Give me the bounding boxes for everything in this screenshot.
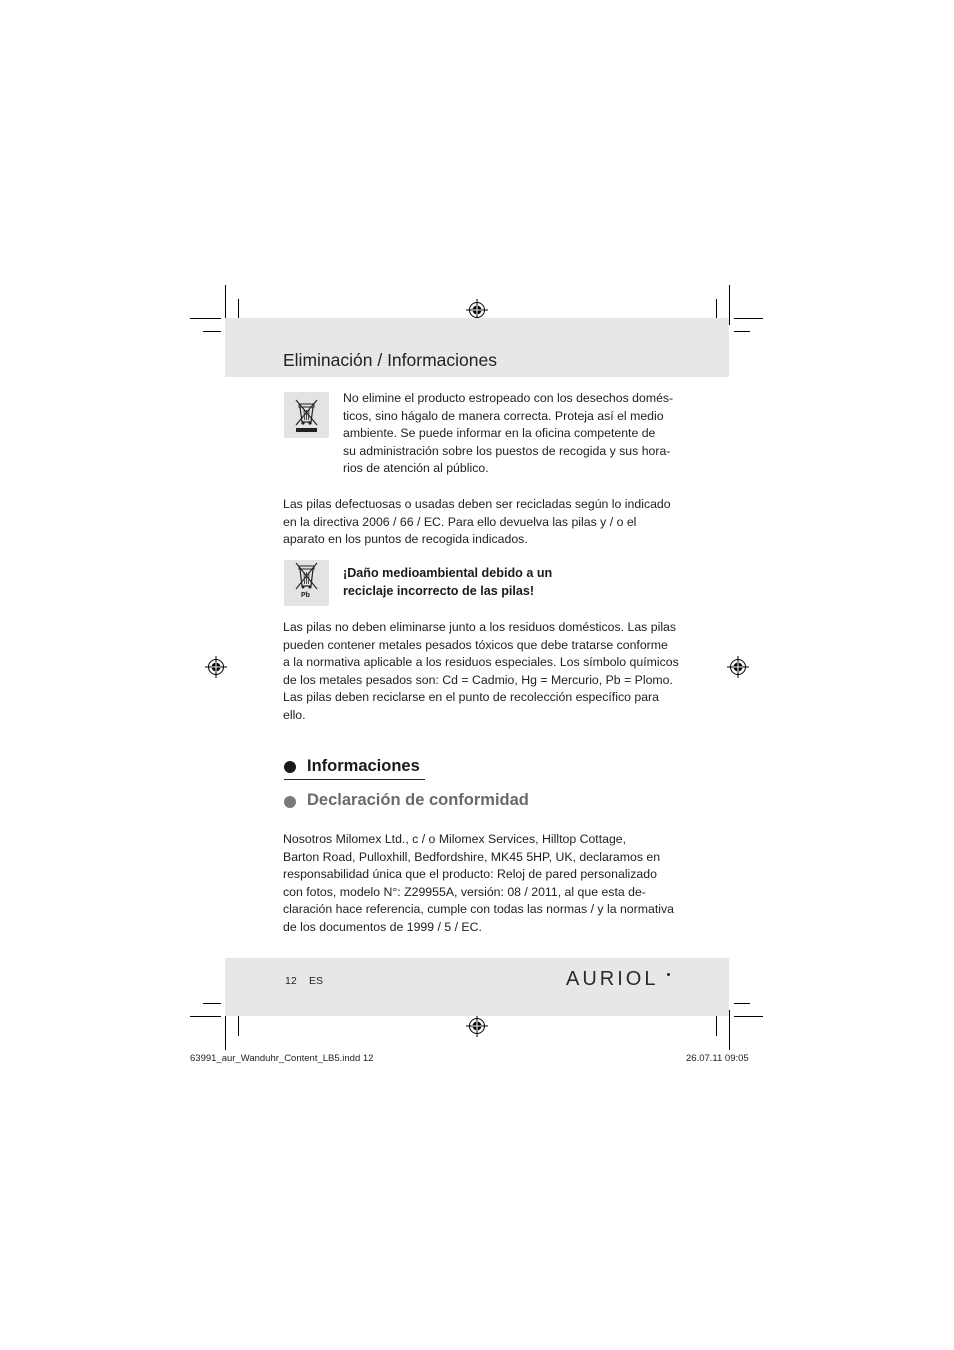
conformity-heading: Declaración de conformidad <box>307 791 529 809</box>
language-code: ES <box>309 975 324 987</box>
logo-dot <box>667 973 670 976</box>
text-line: responsabilidad única que el producto: Reloj de pared personalizado <box>283 867 657 882</box>
text-line: de los documentos de 1999 / 5 / EC. <box>283 919 482 934</box>
text-line: Las pilas no deben eliminarse junto a los residuos domésticos. Las pilas <box>283 620 677 634</box>
registration-mark-icon <box>205 656 227 678</box>
crossed-out-battery-bin-icon <box>284 560 329 606</box>
crop-mark <box>203 331 221 332</box>
crop-mark <box>734 1016 763 1017</box>
battery-pb-label: Pb <box>301 592 310 599</box>
text-line: ticos, sino hágalo de manera correcta. Proteja así el medio <box>343 408 664 423</box>
disposal-paragraph <box>343 390 683 478</box>
text-line: ambiente. Se puede informar en la oficina competente de <box>343 426 656 441</box>
text-line: ello. <box>283 707 306 722</box>
battery-symbol-box <box>284 560 329 606</box>
text-line: claración hace referencia, cumple con todas las normas / y la normativa <box>283 902 674 917</box>
crop-mark <box>734 331 750 332</box>
crop-mark <box>203 1003 221 1004</box>
crop-mark <box>190 318 221 319</box>
registration-mark-icon <box>466 1015 488 1037</box>
slug-filename: 63991_aur_Wanduhr_Content_LB5.indd 12 <box>190 1053 374 1064</box>
crop-mark <box>225 1010 226 1050</box>
text-line: No elimine el producto estropeado con los desechos domés- <box>343 391 674 405</box>
bullet-dark <box>284 761 296 773</box>
text-line: su administración sobre los puestos de recogida y sus hora- <box>343 443 671 458</box>
heavy-metals-paragraph <box>283 619 683 725</box>
text-line: Las pilas defectuosas o usadas deben ser recicladas según lo indicado <box>283 497 671 511</box>
text-line: pueden contener metales pesados tóxicos que debe tratarse conforme <box>283 637 668 652</box>
text-line: reciclaje incorrecto de las pilas! <box>343 583 535 598</box>
brand-logo: AURIOL <box>566 968 659 990</box>
text-line: con fotos, modelo N°: Z29955A, versión: 08 / 2011, al que esta de- <box>283 884 646 899</box>
crop-mark <box>190 1016 221 1017</box>
registration-mark-icon <box>727 656 749 678</box>
page-number: 12 <box>285 975 297 987</box>
page-title: Eliminación / Informaciones <box>283 350 497 370</box>
crop-mark <box>734 1003 750 1004</box>
text-line: Barton Road, Pulloxhill, Bedfordshire, MK45 5HP, UK, declaramos en <box>283 849 661 864</box>
text-line: ¡Daño medioambiental debido a un <box>343 566 553 580</box>
text-line: aparato en los puntos de recogida indicados. <box>283 532 528 547</box>
warning-text <box>343 565 552 600</box>
text-line: rios de atención al público. <box>343 461 489 476</box>
crop-mark <box>734 318 763 319</box>
batteries-paragraph <box>283 496 683 549</box>
slug-datetime: 26.07.11 09:05 <box>686 1053 749 1064</box>
text-line: Las pilas deben reciclarse en el punto de recolección específico para <box>283 690 659 705</box>
text-line: de los metales pesados son: Cd = Cadmio, Hg = Mercurio, Pb = Plomo. <box>283 672 673 687</box>
info-heading: Informaciones <box>307 757 420 775</box>
text-line: Nosotros Milomex Ltd., c / o Milomex Services, Hilltop Cottage, <box>283 832 627 846</box>
heading-underline <box>284 779 425 780</box>
crop-mark <box>729 285 730 325</box>
text-line: en la directiva 2006 / 66 / EC. Para ello devuelva las pilas y / o el <box>283 514 637 529</box>
conformity-paragraph <box>283 831 683 937</box>
bullet-gray <box>284 796 296 808</box>
crop-mark <box>729 1010 730 1050</box>
text-line: a la normativa aplicable a los residuos especiales. Los símbolo químicos <box>283 655 679 670</box>
crossed-out-wheelie-bin-icon <box>284 392 329 438</box>
weee-symbol-box <box>284 392 329 438</box>
